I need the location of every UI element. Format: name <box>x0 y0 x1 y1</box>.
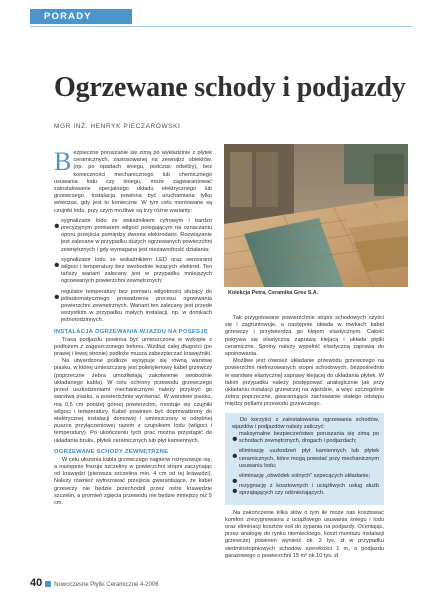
list-item <box>232 431 379 445</box>
header-divider <box>30 26 412 27</box>
page-footer <box>30 577 159 589</box>
body-paragraph: Możliwe jest również układanie przewodu grzewczego na powierzchni niefrezowanych stopni schodowych, bezpośrednio w warstwie elastycznej zaprawy klejącej do układania płytek. W takim przypadku należy postępować analogicznie jak przy układaniu instalacji grzewczej na wjeździe, a więc szczególnie zebra poprzeczne, gwarantujące zachowanie stałego odstępu między pętlami przewodu grzewczego. <box>225 358 384 408</box>
list-item <box>54 289 212 325</box>
title-bold: Ogrzewane <box>54 72 188 103</box>
square-marker-icon <box>45 581 51 587</box>
benefits-callout <box>225 413 384 505</box>
tiled-stairs-image <box>224 144 408 287</box>
title-rest: schody i podjazdy <box>187 72 406 103</box>
list-item <box>232 483 379 497</box>
list-item-text: • rezygnację z kosztownych i uciążliwych usług służb sprzątających czy odśnieżających. <box>239 483 379 497</box>
author-byline: MGR INŻ. HENRYK PIECZAROWSKI <box>54 123 181 130</box>
body-paragraph: Trasa podjazdu powinna być umieszczona w wykopie z podłożem z zagęszczonego betonu. Wzdłuż całej długości (po prawej i lewej stronie) podłoże musza zabezpieczać krawężniki. <box>54 336 212 358</box>
list-item-text: • eliminację „obwódek solnych" szpecących układanie; <box>239 473 371 480</box>
intro-text: ezpieczne poruszanie się zimą po wykładzinie z płytek ceramicznych, zastosowanej na zewnątrz obiektów, (np. po opadach śniegu, podczas odwilży), bez konieczności mechanicznego lub chemicznego usuwania lodu czy śniegu, może zagwarantować zainstalowanie specjalnego układu elektrycznego lub grzewczego. Instalacja powinna być uruchamiana tylko wówczas, gdy jest to konieczne. W tym celu montowane są czujniki lodu, przy czym możliwe są trzy różne warianty: <box>54 150 212 214</box>
body-paragraph: W celu ułożenia kabla grzewczego najpierw rozrysowuje się, a następnie frezuje szczeliny w powierzchni stopni zaczynając od krawędzi (pierwsza szczelina min. 4 cm od tej krawędzi). Należy również wyfrezować przejścia gwarantujące, że kabel grzewczy nie będzie przechodził przez ostre krawędzie szczelin, a promień zgięcia przewodu nie będzie mniejszy niż 5 cm. <box>54 456 212 506</box>
column-right <box>225 315 384 560</box>
list-item <box>54 257 212 286</box>
body-paragraph: Na utwardzone podłoże wysypuje się równą warstwę piasku, w której umieszczany jest polietylenowy kabel grzewczy (poprzeczne żebra umożliwiają zakotwienie swobodnie układanego kabla). W celu ochrony przewodu grzewczego przed uszkodzeniami mechanicznymi należy przykryć go warstwą piasku, a powierzchnię wyrównać. W warstwie piasku, ma 0,5 cm poniżej górnej powierzchni, montuje się czujniki wilgoci i temperatury. Kabel powinien być doprowadzony do elektrycznej instalacji domowej i umieszczony w odrębnej puszce przyłączeniowej razem z czujnikiem lodu (wilgoci i temperatury). Po ukończeniu tych prac można przystąpić do układania bruku, płytek ceramicznych lub płyt kamiennych. <box>54 358 212 444</box>
article-title <box>54 72 406 104</box>
section-tag <box>30 9 132 24</box>
drop-cap: B <box>54 147 72 176</box>
column-left <box>54 147 212 507</box>
list-item-text: • sygnalizator lodu ze wskaźnikiem LED oraz sensorami wilgoci i temperatury bez swobodnie leżących elektrod. Ten tańszy wariant zalecany jest w przypadku mniejszych ogrzewanych powierzchni zewnętrznych; <box>61 256 212 285</box>
list-item <box>232 448 379 470</box>
section-heading-driveway: INSTALACJA OGRZEWANIA WJAZDU NA POSESJĘ <box>54 328 208 335</box>
list-item <box>54 218 212 254</box>
body-paragraph: Tak przygotowane powierzchnie stopni schodowych czyści się i zagruntowuje, a następnie układa w rowkach kabel grzewczy i przytwierdza go klejem elastycznym. Całość pokrywa się elastyczną zaprawą klejącą i układa płytki ceramiczne. Spoiny należy wypełnić elastyczną zaprawą do spoinowania. <box>225 315 384 358</box>
journal-name: Nowoczesne Płytki Ceramiczne 4-2006 <box>54 582 159 588</box>
section-label: PORADY <box>44 11 92 22</box>
list-item-text: • regulator temperatury bez pomiaru wilgotności służący do półautomatycznego prowadzenia procesu ogrzewania powierzchni zewnętrznych. Wariant ten zalecany jest przede wszystkim w przypadku małych instalacji, np. w domkach jednorodzinnych. <box>61 288 212 324</box>
intro-paragraph <box>54 147 212 215</box>
page-number: 40 <box>30 577 43 589</box>
list-item <box>232 473 379 480</box>
photo-caption: Kolekcja Petra, Ceramika Gres S.A. <box>228 290 319 296</box>
body-paragraph: Na zakończenie kilka słów o tym ile może nas kosztować komfort zrezygnowania z uciążliwego usuwania śniegu i lodu oraz eliminacji kosztów soli do sypania na podjazdy. Oceniając, przez analogię do rynku niemieckiego, koszt montażu instalacji grzewczej powinien wynieść ok. 2 tys. zł w przypadku siedmiostopniowych schodów szerokości 1 m, a podjazdu garażowego o powierzchni 15 m² ok.10 tys. zł. <box>225 509 384 559</box>
section-heading-stairs: OGRZEWANE SCHODY ZEWNĘTRZNE <box>54 448 169 455</box>
article-photo <box>224 144 408 287</box>
list-item-text: • eliminację uszkodzeń płyt kamiennych lub płytek ceramicznych, które mogą powstać przy mechanicznym usuwaniu lodu; <box>239 448 379 469</box>
callout-intro: Do korzyści z zainstalowania ogrzewania schodów, wjazdów i podjazdów należy zaliczyć: <box>232 416 379 430</box>
list-item-text: • sygnalizator lodu ze wskaźnikiem cyfrowym i bardzo precyzyjnym pomiarem wilgoci polegającym na oznaczaniu oporu przejścia pomiędzy dwoma elektrodami. Rozwiązanie jest zalecane w przypadku dużych ogrzewanych powierzchni zewnętrznych i gdy wymagana jest niezawodność działania; <box>61 217 212 253</box>
list-item-text: • maksymalne bezpieczeństwo poruszania się zimą po schodach zewnętrznych, drogach i podjazdach; <box>239 431 379 445</box>
